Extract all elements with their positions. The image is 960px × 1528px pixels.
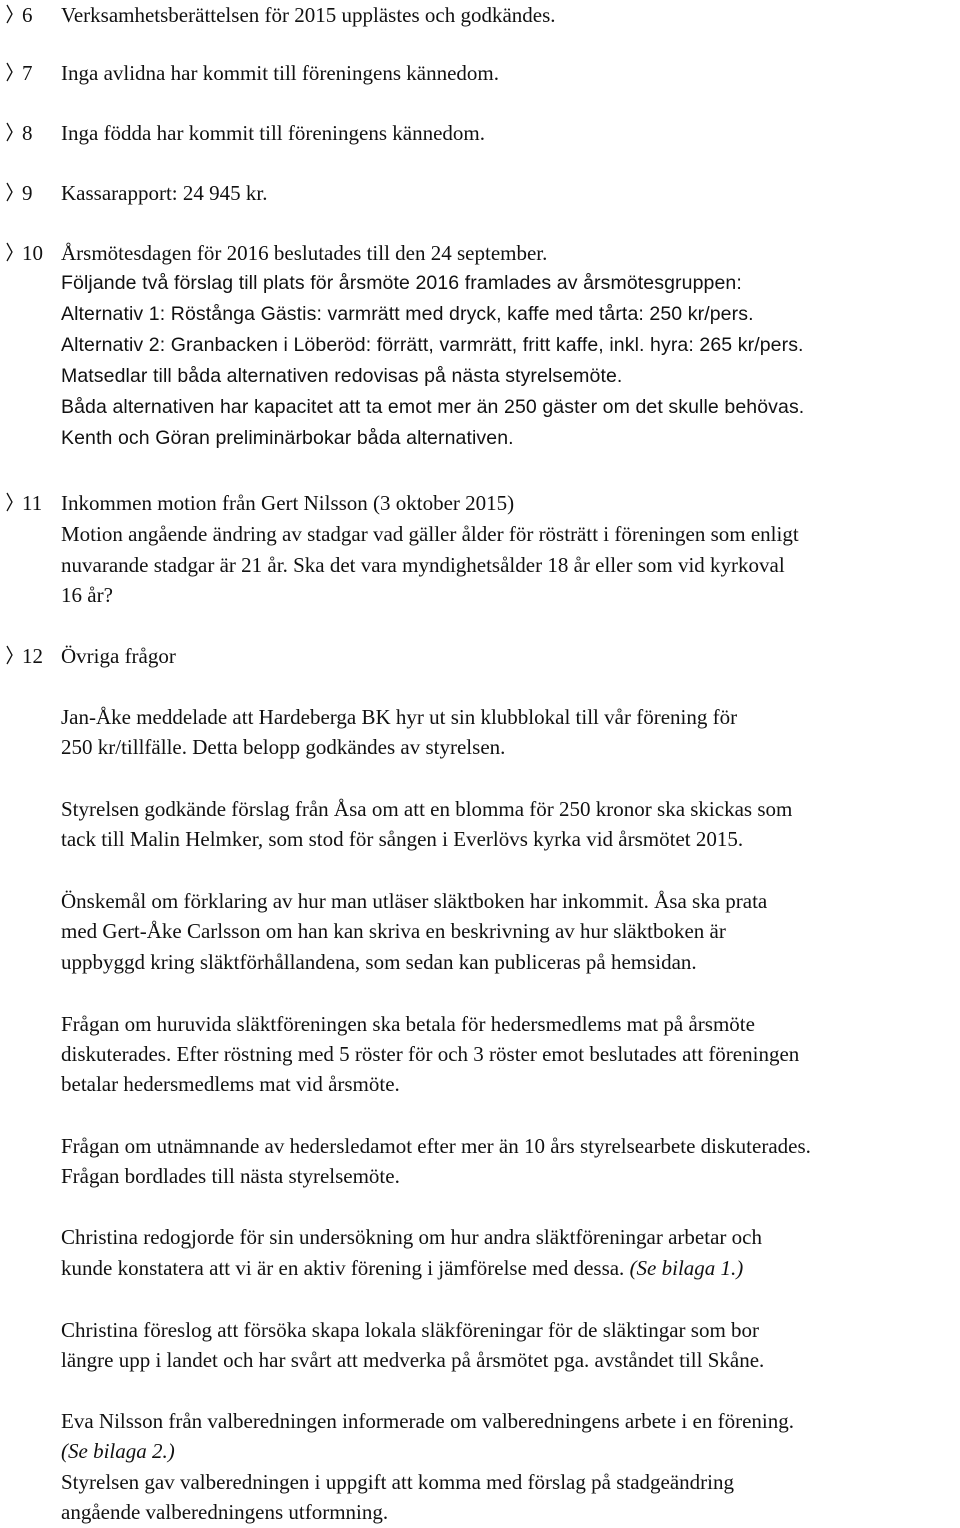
- paragraph-line: angående valberedningens utformning.: [61, 1500, 389, 1524]
- item-text: Årsmötesdagen för 2016 beslutades till den 24 september.: [61, 241, 548, 265]
- motion-text: Motion angående ändring av stadgar vad gäller ålder för rösträtt i föreningen som enligt: [61, 522, 799, 546]
- paragraph-line: Jan-Åke meddelade att Hardeberga BK hyr ut sin klubblokal till vår förening för: [61, 705, 738, 729]
- paragraph-line: uppbyggd kring släktförhållandena, som sedan kan publiceras på hemsidan.: [61, 950, 697, 974]
- paragraph-line: Frågan om huruvida släktföreningen ska betala för hedersmedlems mat på årsmöte: [61, 1012, 755, 1036]
- item-number: 7: [22, 61, 33, 85]
- detail-line: Alternativ 2: Granbacken i Löberöd: förrätt, varmrätt, fritt kaffe, inkl. hyra: 265 kr/pers.: [61, 334, 804, 356]
- detail-line: Kenth och Göran preliminärbokar båda alternativen.: [61, 427, 514, 449]
- paragraph-line: Christina föreslog att försöka skapa lokala släkföreningar för de släktingar som bor: [61, 1318, 760, 1342]
- item-text: Övriga frågor: [61, 644, 176, 668]
- bullet-icon: [0, 242, 14, 262]
- item-text: Inga födda har kommit till föreningens kännedom.: [61, 121, 485, 145]
- paragraph-line: Styrelsen gav valberedningen i uppgift att komma med förslag på stadgeändring: [61, 1470, 734, 1494]
- bullet-icon: [0, 645, 14, 665]
- paragraph-line: tack till Malin Helmker, som stod för sången i Everlövs kyrka vid årsmötet 2015.: [61, 827, 744, 851]
- item-number: 12: [22, 644, 43, 668]
- motion-text: 16 år?: [61, 583, 113, 607]
- paragraph-line: Frågan om utnämnande av hedersledamot efter mer än 10 års styrelsearbete diskuterades.: [61, 1134, 811, 1158]
- item-number: 8: [22, 121, 33, 145]
- attachment-reference: (Se bilaga 1.): [629, 1256, 744, 1280]
- paragraph-line: med Gert-Åke Carlsson om han kan skriva en beskrivning av hur släktboken är: [61, 919, 726, 943]
- paragraph-line: Eva Nilsson från valberedningen informerade om valberedningens arbete i en förening.: [61, 1409, 794, 1433]
- paragraph-line: Christina redogjorde för sin undersökning om hur andra släktföreningar arbetar och: [61, 1225, 762, 1249]
- detail-line: Matsedlar till båda alternativen redovisas på nästa styrelsemöte.: [61, 365, 623, 387]
- paragraph-line: betalar hedersmedlems mat vid årsmöte.: [61, 1072, 400, 1096]
- bullet-icon: [0, 182, 14, 202]
- bullet-icon: [0, 492, 14, 512]
- item-number: 6: [22, 3, 33, 27]
- item-text: Inkommen motion från Gert Nilsson (3 oktober 2015): [61, 491, 515, 515]
- item-text: Inga avlidna har kommit till föreningens kännedom.: [61, 61, 499, 85]
- paragraph-line: Frågan bordlades till nästa styrelsemöte.: [61, 1164, 400, 1188]
- bullet-icon: [0, 122, 14, 142]
- detail-line: Båda alternativen har kapacitet att ta emot mer än 250 gäster om det skulle behövas.: [61, 396, 805, 418]
- paragraph-line: Önskemål om förklaring av hur man utläser släktboken har inkommit. Åsa ska prata: [61, 889, 768, 913]
- paragraph-line: Styrelsen godkände förslag från Åsa om att en blomma för 250 kronor ska skickas som: [61, 797, 793, 821]
- attachment-reference: (Se bilaga 2.): [61, 1439, 175, 1463]
- paragraph-line: 250 kr/tillfälle. Detta belopp godkändes av styrelsen.: [61, 735, 506, 759]
- item-text: Kassarapport: 24 945 kr.: [61, 181, 268, 205]
- bullet-icon: [0, 62, 14, 82]
- paragraph-text: kunde konstatera att vi är en aktiv förening i jämförelse med dessa.: [61, 1256, 625, 1280]
- bullet-icon: [0, 4, 14, 24]
- detail-line: Alternativ 1: Röstånga Gästis: varmrätt med dryck, kaffe med tårta: 250 kr/pers.: [61, 303, 754, 325]
- paragraph-line: diskuterades. Efter röstning med 5 röster för och 3 röster emot beslutades att föreningen: [61, 1042, 800, 1066]
- item-number: 10: [22, 241, 43, 265]
- item-text: Verksamhetsberättelsen för 2015 upplästes och godkändes.: [61, 3, 556, 27]
- item-number: 9: [22, 181, 33, 205]
- detail-line: Följande två förslag till plats för årsmöte 2016 framlades av årsmötesgruppen:: [61, 272, 742, 294]
- paragraph-line: längre upp i landet och har svårt att medverka på årsmötet pga. avståndet till Skåne.: [61, 1348, 765, 1372]
- motion-text: nuvarande stadgar är 21 år. Ska det vara myndighetsålder 18 år eller som vid kyrkoval: [61, 553, 785, 577]
- paragraph-line: [61, 1253, 743, 1283]
- item-number: 11: [22, 491, 43, 515]
